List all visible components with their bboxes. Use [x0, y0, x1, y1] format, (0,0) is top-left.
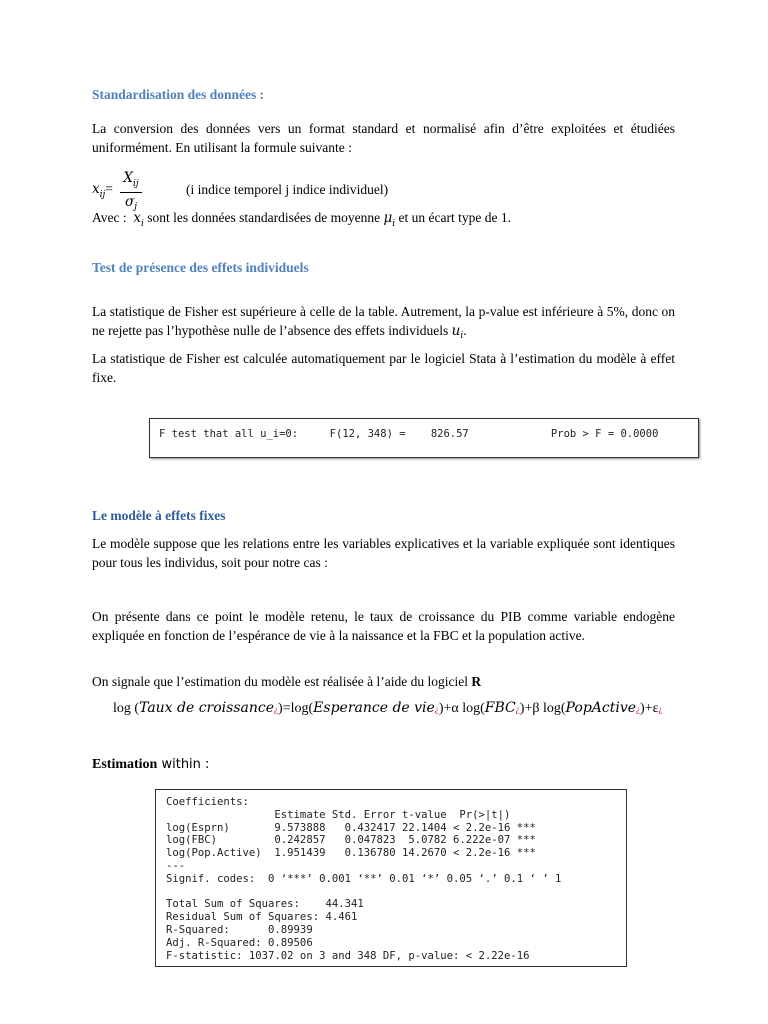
stata-output-text: F test that all u_i=0: F(12, 348) = 826.57 Prob > F = 0.0000 [159, 428, 659, 440]
document-page: Standardisation des données : La conversion des données vers un format standard et normalisé afin d’être exploitées et étudiées uniformément. En utilisant la formule suivante : $x_{ij}=$ $X_{ij}$ $\sigma_j$ (i indice temporel j indice individuel) Avec : $x_i$ sont les données standardisées de moyenne $\mu_i$ et un écart type de 1. Test de présence des effets individuels La statistique de Fisher est supérieure à celle de la table. Autrement, la p-value est inférieure à 5%, donc on ne rejette pas l’hypothèse nulle de l’absence des effets individuels $u_i$. La statistique de Fisher est calculée automatiquement par le logiciel Stata à l’estimation du modèle à effet fixe. F test that all u_i=0: F(12, 348) = 826.57 Prob > F = 0.0000 Le modèle à effets fixes Le modèle suppose que les relations entre les variables explicatives et la variable expliquée sont identiques pour tous les individus, soit pour notre cas : On présente dans ce point le modèle retenu, le taux de croissance du PIB comme variable endogène expliquée en fonction de l’espérance de vie à la naissance et la FBC et la population active. On signale que l’estimation du modèle est réalisée à l’aide du logiciel R log (Taux de croissance¿)=log(Esperance de vie¿)+α log(FBC¿)+β log(PopActive¿)+ε¿ Estimation within : Coefficients: Estimate Std. Error t-value Pr(>|t|) log(Esprn) 9.573888 0.432417 22.1404 < 2.2e-16 *** log(FBC) 0.242857 0.047823 5.0782 6.222e-07 *** log(Pop.Active) 1.951439 0.136780 14.2670 < 2.2e-16 *** --- Signif. codes: 0 ‘***’ 0.001 ‘**’ 0.01 ‘*’ 0.05 ‘.’ 0.1 ‘ ’ 1 Total Sum of Squares: 44.341 Residual Sum of Squares: 4.461 R-Squared: 0.89939 Adj. R-Squared: 0.89506 F-statistic: 1037.02 on 3 and 348 DF, p-value: < 2.22e-16 [0, 0, 768, 1024]
paragraph-modele-3-text: On signale que l’estimation du modèle est réalisée à l’aide du logiciel [92, 674, 469, 689]
avec-mu: μ [383, 210, 393, 226]
estimation-heading [92, 757, 209, 773]
avec-mu-sub: i [392, 218, 396, 229]
paragraph-fisher-1-var: u [451, 322, 461, 339]
avec-text-1: sont les données standardisées de moyenne [147, 210, 381, 225]
eq-marker-4: ¿ [636, 704, 641, 714]
formula-lhs: x [92, 181, 100, 197]
formula-denominator: σ [124, 193, 135, 210]
paragraph-fisher-1-text: La statistique de Fisher est supérieure à celle de la table. Autrement, la p-value est inférieure à 5%, donc on ne rejette pas l’hypothèse nulle de l’absence des effets individuels [92, 304, 675, 338]
eq-log-1: log [113, 701, 131, 716]
eq-plus-alpha: +α log [443, 701, 481, 716]
section-heading-standardisation: Standardisation des données : [92, 87, 265, 102]
eq-marker-3: ¿ [515, 704, 520, 714]
r-output-box [155, 789, 627, 967]
formula-note: (i indice temporel j indice individuel) [186, 182, 389, 197]
estimation-heading-bold: Estimation [92, 757, 158, 772]
formula-denominator-sub: j [134, 202, 137, 213]
avec-label: Avec : [92, 210, 127, 225]
eq-var-fbc: FBC [484, 700, 516, 716]
avec-line [92, 210, 511, 229]
avec-var: x [133, 210, 141, 226]
formula-lhs-sub: ij [99, 189, 106, 200]
eq-var-popactive: PopActive [565, 700, 637, 716]
r-output-text: Coefficients: Estimate Std. Error t-value Pr(>|t|) log(Esprn) 9.573888 0.432417 22.1404 < 2.2e-16 *** log(FBC) 0.242857 0.047823 5.0782 6.222e-07 *** log(Pop.Active) 1.951439 0.136780 14.2670 < 2.2e-16 *** --- Signif. codes: 0 ‘***’ 0.001 ‘**’ 0.01 ‘*’ 0.05 ‘.’ 0.1 ‘ ’ 1 Total Sum of Squares: 44.341 Residual Sum of Squares: 4.461 R-Squared: 0.89939 Adj. R-Squared: 0.89506 F-statistic: 1037.02 on 3 and 348 DF, p-value: < 2.22e-16 [166, 796, 562, 962]
section-heading-test-effets: Test de présence des effets individuels [92, 260, 309, 275]
paragraph-fisher-2: La statistique de Fisher est calculée automatiquement par le logiciel Stata à l’estimation du modèle à effet fixe. [92, 351, 675, 385]
paragraph-modele-2: On présente dans ce point le modèle retenu, le taux de croissance du PIB comme variable endogène expliquée en fonction de l’espérance de vie à la naissance et la FBC et la population active. [92, 609, 675, 643]
formula-numerator: X [123, 170, 133, 186]
eq-var-taux: Taux de croissance [139, 700, 275, 716]
estimation-heading-rest: within : [157, 757, 210, 772]
avec-var-sub: i [140, 218, 144, 229]
eq-var-esperance: Esperance de vie [313, 700, 435, 716]
formula-numerator-sub: ij [132, 178, 139, 189]
eq-equals-log: =log [282, 701, 309, 716]
paragraph-modele-3 [92, 673, 675, 692]
eq-marker-1: ¿ [274, 704, 279, 714]
eq-plus-epsilon: +ε [644, 701, 659, 716]
paragraph-modele-3-bold: R [471, 674, 482, 689]
eq-plus-beta: +β log [524, 701, 561, 716]
section-heading-effets-fixes: Le modèle à effets fixes [92, 508, 226, 523]
paragraph-fisher-1-var-sub: i [460, 331, 464, 342]
model-equation: log (Taux de croissance¿)=log(Esperance de vie¿)+α log(FBC¿)+β log(PopActive¿)+ε¿ [113, 700, 663, 716]
stata-output-box [149, 418, 699, 458]
paragraph-fisher-1: La statistique de Fisher est supérieure à celle de la table. Autrement, la p-value est inférieure à 5%, donc on ne rejette pas l’hypothèse nulle de l’absence des effets individuels $u_i$. [92, 304, 675, 342]
eq-marker-2: ¿ [434, 704, 439, 714]
eq-marker-5: ¿ [658, 704, 663, 714]
paragraph-standardisation: La conversion des données vers un format standard et normalisé afin d’être exploitées et étudiées uniformément. En utilisant la formule suivante : [92, 121, 675, 155]
paragraph-modele-1: Le modèle suppose que les relations entre les variables explicatives et la variable expliquée sont identiques pour tous les individus, soit pour notre cas : [92, 536, 675, 570]
avec-text-2: et un écart type de 1. [398, 210, 511, 225]
